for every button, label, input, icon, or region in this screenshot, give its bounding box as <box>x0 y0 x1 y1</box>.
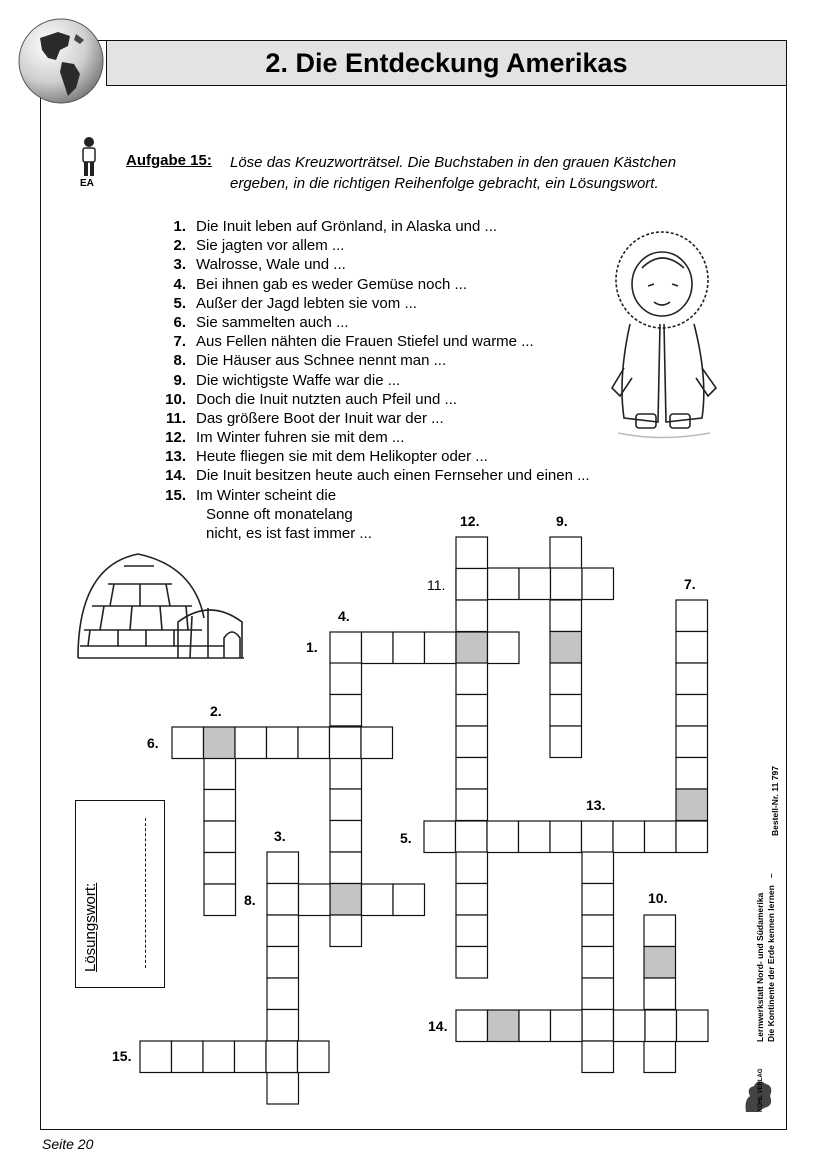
word-label-13: 13. <box>586 797 606 813</box>
word-label-10: 10. <box>648 890 668 906</box>
crossword-cell[interactable] <box>362 632 394 664</box>
clue-number: 5. <box>173 294 186 312</box>
crossword-cell[interactable] <box>267 978 299 1010</box>
page-title: 2. Die Entdeckung Amerikas <box>265 48 628 78</box>
clue-text: Bei ihnen gab es weder Gemüse noch ... <box>196 275 467 293</box>
clue-text: Heute fliegen sie mit dem Helikopter oder ... <box>196 448 488 466</box>
crossword-cell[interactable] <box>456 726 488 758</box>
word-label-1: 1. <box>306 639 318 655</box>
crossword-cell[interactable] <box>582 852 614 884</box>
crossword-cell[interactable] <box>582 915 614 947</box>
crossword-cell[interactable] <box>330 852 362 884</box>
word-label-7: 7. <box>684 576 696 592</box>
clue-text: Sonne oft monatelang <box>206 506 353 523</box>
crossword-cell[interactable] <box>330 632 362 664</box>
crossword-cell[interactable] <box>267 947 299 979</box>
crossword-cell[interactable] <box>266 1041 298 1073</box>
crossword-cell[interactable] <box>267 915 299 947</box>
crossword-cell[interactable] <box>204 790 236 822</box>
crossword-cell[interactable] <box>330 727 362 759</box>
crossword-cell[interactable] <box>550 663 582 695</box>
series-info: Lernwerkstatt Nord- und Südamerika Die Kontinente der Erde kennen lernen – <box>755 873 776 1042</box>
crossword-cell-solution[interactable] <box>330 884 362 916</box>
clue-number: 6. <box>173 313 186 331</box>
crossword-cell[interactable] <box>676 695 708 727</box>
crossword-cell[interactable] <box>676 758 708 790</box>
crossword-cell[interactable] <box>172 1041 204 1073</box>
crossword-cell[interactable] <box>644 1041 676 1073</box>
crossword-cell[interactable] <box>267 1073 299 1105</box>
crossword-cell[interactable] <box>550 695 582 727</box>
crossword-cell[interactable] <box>298 727 330 759</box>
clue-text: Walrosse, Wale und ... <box>196 256 346 274</box>
crossword-cell[interactable] <box>424 821 456 853</box>
clue-number: 11. <box>165 409 186 427</box>
crossword-cell[interactable] <box>676 632 708 664</box>
crossword-cell[interactable] <box>204 853 236 885</box>
crossword-cell[interactable] <box>267 1010 299 1042</box>
crossword-cell[interactable] <box>425 632 457 664</box>
crossword-cell[interactable] <box>487 821 519 853</box>
crossword-cell[interactable] <box>393 632 425 664</box>
word-label-3: 3. <box>274 828 286 844</box>
word-label-11: 11. <box>427 577 446 593</box>
crossword-cell[interactable] <box>330 821 362 853</box>
word-label-8: 8. <box>244 892 256 908</box>
clue-number: 14. <box>165 467 186 485</box>
crossword-cell[interactable] <box>456 569 488 601</box>
crossword-cell[interactable] <box>172 727 204 759</box>
crossword-cell[interactable] <box>393 884 425 916</box>
crossword-cell[interactable] <box>267 852 299 884</box>
crossword-cell[interactable] <box>488 568 520 600</box>
clue-text: Außer der Jagd lebten sie vom ... <box>196 294 417 312</box>
clue-number: 15. <box>165 486 186 504</box>
crossword-cell[interactable] <box>644 978 676 1010</box>
crossword-cell[interactable] <box>550 821 582 853</box>
crossword-cell[interactable] <box>676 821 708 853</box>
crossword-cell[interactable] <box>676 600 708 632</box>
solution-answer-line[interactable] <box>145 818 146 968</box>
clue-number: 10. <box>165 390 186 408</box>
crossword-cell-solution[interactable] <box>204 727 236 759</box>
crossword-cell[interactable] <box>456 663 488 695</box>
crossword-cell[interactable] <box>582 884 614 916</box>
clue-text: nicht, es ist fast immer ... <box>206 525 372 543</box>
crossword-cell[interactable] <box>456 537 488 569</box>
crossword-cell-solution[interactable] <box>676 789 708 821</box>
crossword-cell[interactable] <box>235 1041 267 1073</box>
clue-text: Im Winter fuhren sie mit dem ... <box>196 429 405 447</box>
crossword-cell[interactable] <box>299 884 331 916</box>
crossword-cell[interactable] <box>676 726 708 758</box>
clue-number: 12. <box>165 429 186 447</box>
crossword-cell[interactable] <box>235 727 267 759</box>
clue-text: Die Inuit besitzen heute auch einen Fernseher und einen ... <box>196 467 590 485</box>
crossword-cell[interactable] <box>204 884 236 916</box>
clue-number: 4. <box>173 275 186 293</box>
clue-text: Das größere Boot der Inuit war der ... <box>196 409 444 427</box>
crossword-cell[interactable] <box>456 821 488 853</box>
crossword-cell[interactable] <box>456 789 488 821</box>
crossword-cell[interactable] <box>456 884 488 916</box>
crossword-cell[interactable] <box>614 1010 646 1042</box>
solution-label: Lösungswort: <box>82 882 99 972</box>
crossword-cell[interactable] <box>330 695 362 727</box>
task-instruction: Löse das Kreuzworträtsel. Die Buchstaben in den grauen Kästchen ergeben, in die richtigen Reihenfolge gebracht, ein Lösungswort. <box>230 154 677 192</box>
crossword-cell[interactable] <box>550 600 582 632</box>
crossword-cell[interactable] <box>677 1010 709 1042</box>
crossword-cell[interactable] <box>551 568 583 600</box>
crossword-cell[interactable] <box>330 758 362 790</box>
crossword-cell[interactable] <box>140 1041 172 1073</box>
crossword-cell[interactable] <box>203 1041 235 1073</box>
clue-number: 1. <box>173 218 186 235</box>
clue-number: 8. <box>173 352 186 370</box>
crossword-cell[interactable] <box>582 978 614 1010</box>
clue-number: 7. <box>173 333 186 351</box>
crossword-cell[interactable] <box>519 821 551 853</box>
crossword-cell[interactable] <box>361 727 393 759</box>
crossword-cell[interactable] <box>267 727 299 759</box>
crossword-cell[interactable] <box>488 632 520 664</box>
publisher-logo <box>740 1060 780 1116</box>
word-label-15: 15. <box>112 1048 132 1064</box>
crossword-cell[interactable] <box>330 915 362 947</box>
crossword-cell[interactable] <box>456 947 488 979</box>
crossword-cell[interactable] <box>362 884 394 916</box>
page-number: Seite 20 <box>42 1136 94 1152</box>
clue-text: Die Häuser aus Schnee nennt man ... <box>196 352 447 370</box>
clue-number: 13. <box>165 448 186 466</box>
crossword-cell[interactable] <box>330 789 362 821</box>
svg-text:KOHL VERLAG: KOHL VERLAG <box>758 1068 764 1112</box>
crossword-cell[interactable] <box>582 947 614 979</box>
word-label-12: 12. <box>460 513 480 529</box>
crossword-cell[interactable] <box>456 758 488 790</box>
crossword-cell[interactable] <box>645 821 677 853</box>
crossword-cell[interactable] <box>204 758 236 790</box>
crossword-cell[interactable] <box>298 1041 330 1073</box>
crossword-cell[interactable] <box>644 915 676 947</box>
crossword-cell[interactable] <box>613 821 645 853</box>
clue-number: 2. <box>173 237 186 255</box>
crossword-cell[interactable] <box>519 1010 551 1042</box>
crossword-cell[interactable] <box>645 1010 677 1042</box>
order-number: Bestell-Nr. 11 797 <box>770 766 780 836</box>
clue-text: Die wichtigste Waffe war die ... <box>196 371 401 389</box>
clue-text: Sie sammelten auch ... <box>196 313 349 331</box>
word-label-2: 2. <box>210 703 222 719</box>
crossword-cell[interactable] <box>456 600 488 632</box>
clue-text: Aus Fellen nähten die Frauen Stiefel und warme ... <box>196 333 534 351</box>
crossword-cell[interactable] <box>456 695 488 727</box>
clue-number: 9. <box>173 371 186 389</box>
word-label-14: 14. <box>428 1018 448 1034</box>
clue-text: Sie jagten vor allem ... <box>196 237 345 255</box>
crossword-cell[interactable] <box>550 537 582 569</box>
clue-text: Doch die Inuit nutzten auch Pfeil und ... <box>196 390 457 408</box>
crossword-cell[interactable] <box>267 884 299 916</box>
clue-text: Die Inuit leben auf Grönland, in Alaska und ... <box>196 218 498 235</box>
crossword-cell-solution[interactable] <box>550 632 582 664</box>
clue-text: Im Winter scheint die <box>196 486 337 504</box>
word-label-4: 4. <box>338 608 350 624</box>
crossword-cell[interactable] <box>456 1010 488 1042</box>
crossword-cell[interactable] <box>456 915 488 947</box>
word-label-6: 6. <box>147 735 159 751</box>
crossword-cell[interactable] <box>550 726 582 758</box>
clue-number: 3. <box>173 256 186 274</box>
task-label: Aufgabe 15: <box>126 152 212 169</box>
crossword-cell-solution[interactable] <box>456 632 488 664</box>
crossword-cell[interactable] <box>582 1010 614 1042</box>
crossword-cell[interactable] <box>582 568 614 600</box>
crossword-cell[interactable] <box>582 821 614 853</box>
crossword-cell[interactable] <box>519 568 551 600</box>
work-mode-label: EA <box>80 178 94 189</box>
crossword-cell[interactable] <box>456 852 488 884</box>
crossword-cell[interactable] <box>204 821 236 853</box>
crossword-cell[interactable] <box>551 1010 583 1042</box>
crossword-cell-solution[interactable] <box>644 947 676 979</box>
word-label-5: 5. <box>400 830 412 846</box>
crossword-cell-solution[interactable] <box>488 1010 520 1042</box>
crossword-cell[interactable] <box>582 1041 614 1073</box>
crossword-cell[interactable] <box>330 663 362 695</box>
crossword-cell[interactable] <box>676 663 708 695</box>
word-label-9: 9. <box>556 513 568 529</box>
